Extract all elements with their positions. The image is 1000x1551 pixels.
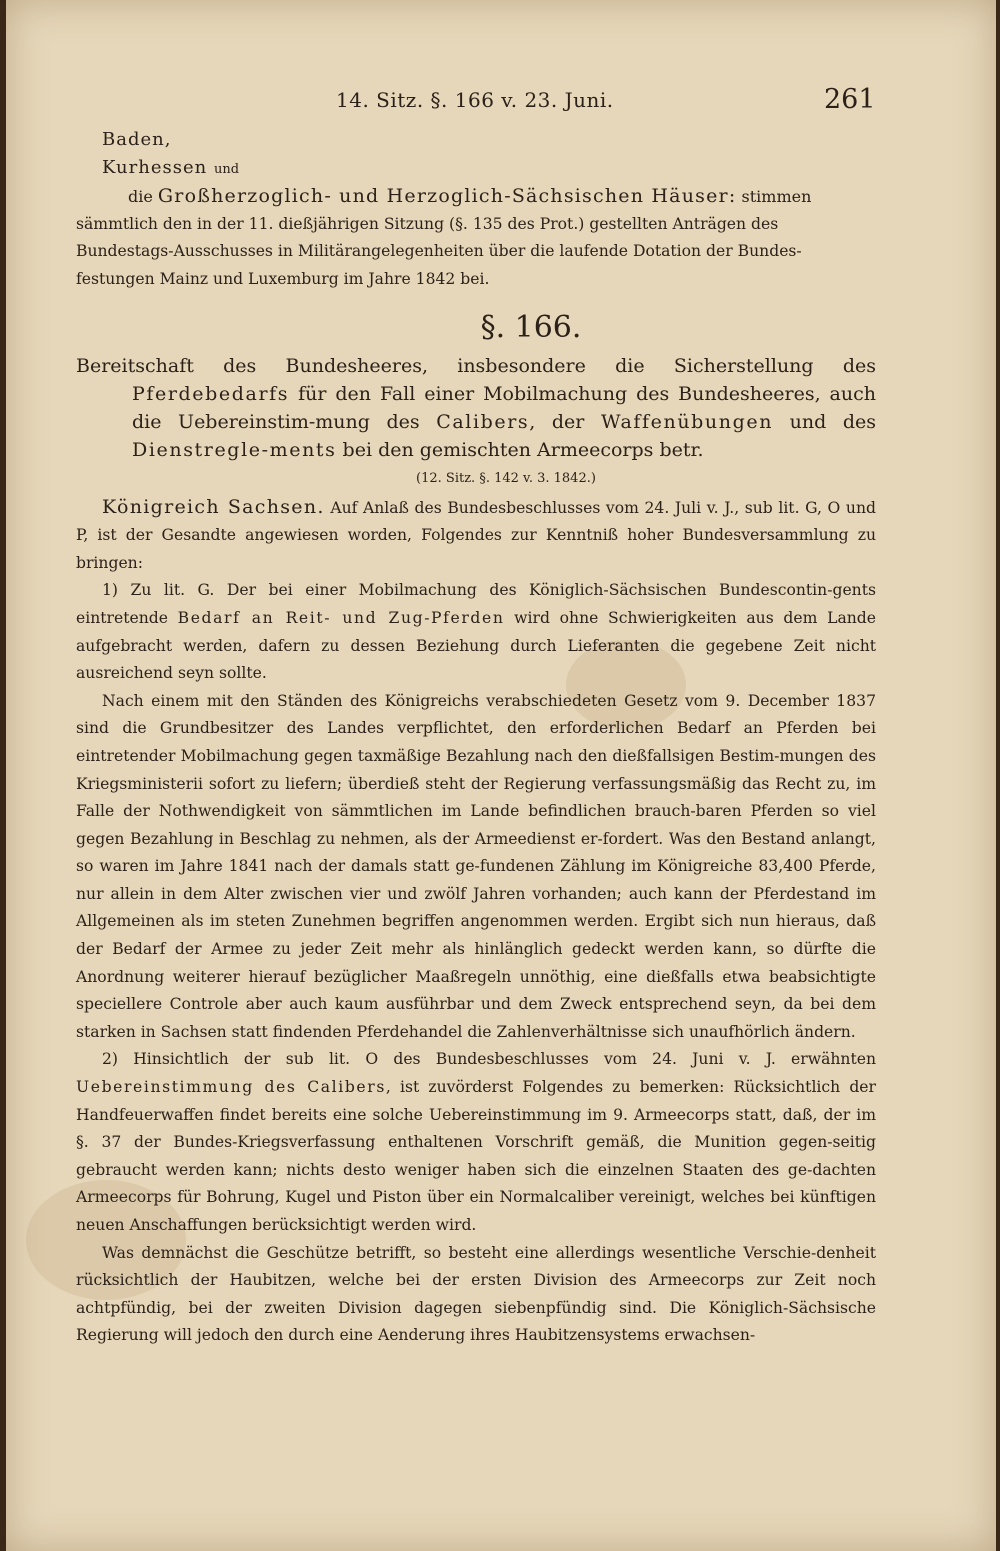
paragraph-text: Auf Anlaß des Bundesbeschlusses vom 24. Juli v. J., sub lit. G, O und P, ist der Gesandte angewiesen worden, Folgendes zur Kenntniß hoher Bundesversammlung zu bringen: bbox=[76, 498, 876, 572]
section-number: §. 166. bbox=[480, 309, 582, 345]
heading-spaced: Waffenübungen bbox=[600, 410, 774, 433]
paragraph: Was demnächst die Geschütze betrifft, so besteht eine allerdings wesentliche Verschie-denheit rücksichtlich der Haubitzen, welche bei der ersten Division des Armeecorps zur Zeit noch achtpfündig, bei der zweiten Division dagegen siebenpfündig sind. Die Königlich-Sächsische Regierung will jedoch den durch eine Aenderung ihres Haubitzensystems erwachsen- bbox=[76, 1243, 876, 1345]
conjunction: und bbox=[213, 161, 240, 177]
paragraph: Nach einem mit den Ständen des Königreichs verabschiedeten Gesetz vom 9. December 1837 sind die Grundbesitzer des Landes verpflichtet, den erforderlichen Bedarf an Pferden bei eintretender Mobilmachung gegen taxmäßige Bezahlung nach den dießfallsigen Bestim-mungen des Kriegsministerii sofort zu liefern; überdieß steht der Regierung verfassungsmäßig das Recht zu, im Falle der Nothwendigkeit von sämmtlichen im Lande befindlichen brauch-baren Pferden so viel gegen Bezahlung in Beschlag zu nehmen, als der Armeedienst er-fordert. Was den Bestand anlangt, so waren im Jahre 1841 nach der damals statt ge-fundenen Zählung im Königreiche 83,400 Pferde, nur allein in dem Alter zwischen vier und zwölf Jahren vorhanden; auch kann der Pferdestand im Allgemeinen als im steten Zunehmen begriffen angenommen werden. Ergibt sich nun hieraus, daß der Bedarf der Armee zu jeder Zeit mehr als hinlänglich gedeckt werden kann, so dürfte die Anordnung weiterer hierauf bezüglicher Maaßregeln unnöthig, eine dießfalls etwa beabsichtigte speciellere Controle aber auch kaum ausführbar und dem Zweck entsprechend seyn, da bei dem starken in Sachsen statt findenden Pferdehandel die Zahlenverhältnisse sich unaufhörlich ändern. bbox=[76, 691, 876, 1041]
paragraph-text: 1) Zu lit. G. Der bei einer Mobilmachung des Königlich-Sächsischen Bundescontin-gents eintretende bbox=[76, 581, 876, 627]
paragraph-text: , ist zuvörderst Folgendes zu bemerken: Rücksichtlich der Handfeuerwaffen findet bereits eine solche Uebereinstimmung im 9. Armeecorps statt, daß, der im §. 37 der Bundes-Kriegsverfassung enthaltenen Vorschrift gemäß, die Munition gegen-seitig gebraucht werden kann; nichts desto weniger haben sich die einzelnen Staaten des ge-dachten Armeecorps für Bohrung, Kugel und Piston über ein Normalcaliber vereinigt, welches bei künftigen neuen Anschaffungen berücksichtigt werden wird. bbox=[76, 1078, 876, 1234]
page-number: 261 bbox=[824, 84, 876, 115]
state-name bbox=[76, 154, 876, 184]
heading-spaced: Dienstregle-ments bbox=[132, 438, 337, 461]
text-line: festungen Mainz und Luxemburg im Jahre 1842 bei. bbox=[76, 269, 490, 288]
state-lead: Königreich Sachsen. bbox=[102, 495, 325, 518]
protocol-reference: (12. Sitz. §. 142 v. 3. 1842.) bbox=[416, 470, 596, 486]
spaced-phrase: Uebereinstimmung des Calibers bbox=[76, 1078, 386, 1097]
document-page bbox=[6, 0, 996, 1551]
heading-text: für den Fall einer Mobilmachung des Bundesheeres, auch die Uebereinstim-mung des bbox=[132, 382, 877, 433]
section-heading bbox=[76, 352, 876, 464]
paragraph-text: wird ohne Schwierigkeiten aus dem Lande aufgebracht werden, dafern zu dessen Beziehung durch Lieferanten die gegebene Zeit nicht ausreichend seyn sollte. bbox=[76, 608, 876, 683]
houses-prefix: die bbox=[128, 187, 153, 207]
houses-name: Großherzoglich- und Herzoglich-Sächsischen Häuser: bbox=[157, 185, 737, 208]
running-head: 14. Sitz. §. 166 v. 23. Juni. bbox=[336, 88, 614, 112]
houses-line bbox=[76, 183, 876, 211]
spaced-phrase: Bedarf an Reit- und Zug-Pferden bbox=[177, 608, 505, 627]
text-line: sämmtlich den in der 11. dießjährigen Sitzung (§. 135 des Prot.) gestellten Anträgen des bbox=[76, 214, 779, 233]
heading-text: und des bbox=[789, 410, 876, 433]
page-header bbox=[6, 84, 996, 118]
paragraph bbox=[76, 494, 876, 578]
houses-verb: stimmen bbox=[741, 187, 812, 207]
text-line: Bundestags-Ausschusses in Militärangelegenheiten über die laufende Dotation der Bundes- bbox=[76, 242, 802, 261]
page-body bbox=[76, 126, 876, 1350]
paragraph bbox=[76, 577, 876, 687]
heading-text: Bereitschaft des Bundesheeres, insbesondere die Sicherstellung des bbox=[76, 354, 876, 377]
paragraph bbox=[76, 1046, 876, 1239]
paragraph-text: 2) Hinsichtlich der sub lit. O des Bundesbeschlusses vom 24. Juni v. J. erwähnten bbox=[102, 1050, 876, 1069]
heading-spaced: Pferdebedarfs bbox=[132, 382, 290, 405]
heading-spaced: Calibers bbox=[436, 410, 530, 433]
heading-text: bei den gemischten Armeecorps betr. bbox=[342, 438, 704, 461]
state-name-text: Kurhessen bbox=[102, 156, 208, 178]
state-name: Baden, bbox=[102, 129, 172, 150]
heading-text: , der bbox=[529, 410, 585, 433]
